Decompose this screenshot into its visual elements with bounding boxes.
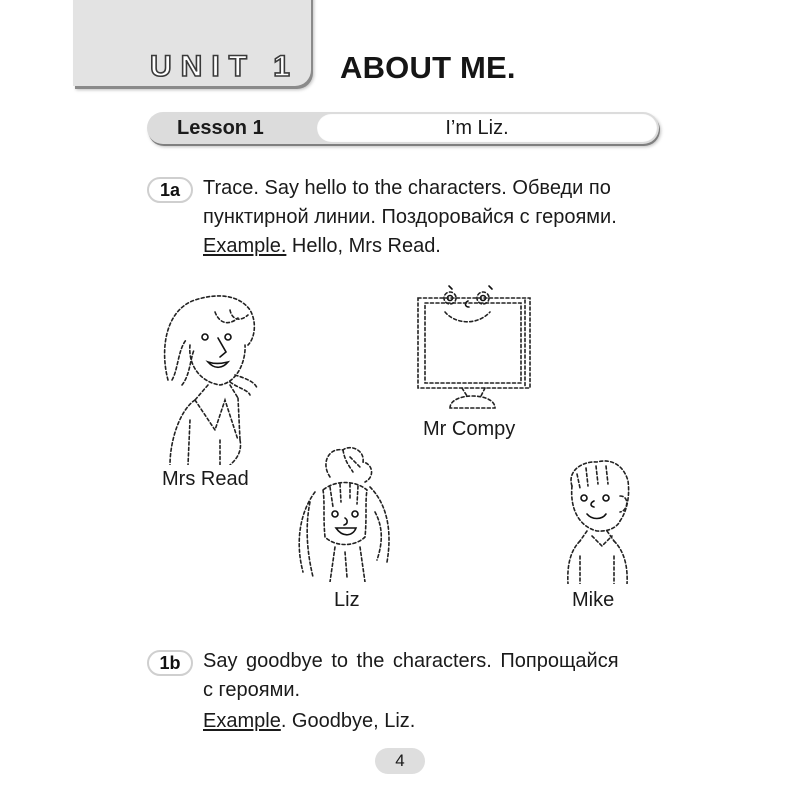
lesson-title: I’m Liz. xyxy=(445,117,509,139)
task-1a-instructions xyxy=(203,174,617,232)
task-1b-example xyxy=(203,710,415,733)
example-text: Hello, Mrs Read. xyxy=(286,235,441,257)
unit-label: UNIT 1 xyxy=(149,50,299,83)
woman-trace-icon xyxy=(160,290,265,465)
task-1a-line-2: пунктирной линии. Поздоровайся с героями. xyxy=(203,206,617,228)
girl-trace-icon xyxy=(295,442,395,582)
character-label-mike: Mike xyxy=(572,589,615,611)
task-1b-line-1: Say goodbye to the characters. Попрощайся xyxy=(203,650,619,672)
page-number: 4 xyxy=(375,748,425,774)
example-label: Example xyxy=(203,710,281,732)
character-label-liz: Liz xyxy=(334,589,360,611)
boy-trace-icon xyxy=(562,456,634,584)
task-1a-line-1: Trace. Say hello to the characters. Обведи по xyxy=(203,177,611,199)
lesson-label: Lesson 1 xyxy=(177,117,264,139)
task-badge-1a: 1a xyxy=(147,177,193,203)
example-text: . Goodbye, Liz. xyxy=(280,710,416,732)
computer-monitor-trace-icon xyxy=(415,284,535,409)
unit-tab xyxy=(73,0,311,86)
unit-title: ABOUT ME. xyxy=(340,50,516,85)
character-label-mr-compy: Mr Compy xyxy=(423,418,516,440)
example-label: Example. xyxy=(203,235,287,257)
lesson-title-pill xyxy=(317,114,657,142)
task-badge-1b: 1b xyxy=(147,650,193,676)
lesson-bar xyxy=(147,112,659,144)
task-1b-line-2: с героями. xyxy=(203,679,301,701)
task-1b-instructions xyxy=(203,647,619,705)
character-label-mrs-read: Mrs Read xyxy=(162,468,249,490)
task-1a-example xyxy=(203,235,441,258)
